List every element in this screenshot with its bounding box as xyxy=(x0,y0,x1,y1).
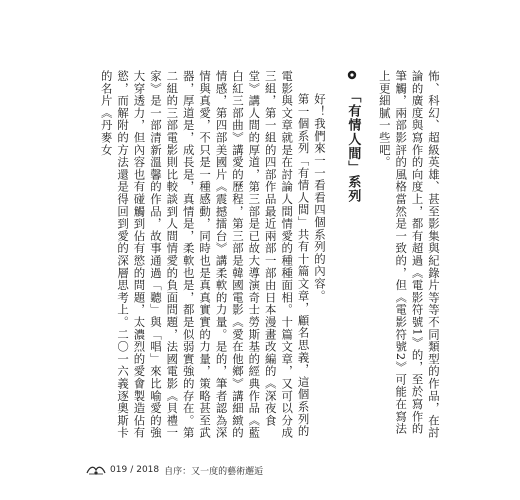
footer-separator: / xyxy=(130,465,134,475)
circle-bullet-icon xyxy=(347,70,357,80)
paragraph-2: 第一個系列「有情人間」共有十篇文章，顧名思義，這個系列的電影與文章就是在討論人間情愛的種種面相。十篇文章，又可以分成三組，第一組的四部作品最近兩部一部由日本漫畫改編的《深夜食堂》講人間的厚道，第三部是已故大導演奇士勞斯基的經典作品《藍白紅三部曲》講愛的歷程，第三部是韓國電影《愛在他鄉》講細緻的情感，第四部美國片《震撼擂台》講柔軟的力量。是的，筆者認為深情與真愛，不只是一種感動，同時也是真真實實的力量，策略甚至武器，厚道是，成長是，真情是，柔軟也是，都是似弱實強的存在。第二組的三部電影則比較談到人間情愛的負面問題，法國電影《貝禮一家》是一部清新溫馨的作品，故事通過「聽」與「唱」來比喻愛的強大穿透力，但內容也有碰觸到佔有慾的問題，太濃烈的愛會製造佔有慾，而解附的方法還是得回到愛的深層思考上。二〇一六義逐奧斯卡的名片《丹麥女 xyxy=(99,70,311,439)
section-heading-text: 「有情人間」系列 xyxy=(345,89,361,204)
intro-paragraph: 怖、科幻、超級英雄、甚至影集與紀錄片等等不同類型的作品，在討論的廣度與寫作的向度上，都有超過《電影符號1》的，至於寫作的筆觸，兩部影評的風格當然是一致的，但《電影符號2》可能在寫法上更細膩一些吧。 xyxy=(377,70,441,439)
vertical-text-body xyxy=(82,70,442,442)
page-number: 019 xyxy=(110,465,128,475)
section-heading xyxy=(344,70,360,442)
page-footer xyxy=(86,462,263,478)
decorative-ornament-icon xyxy=(86,464,106,476)
chapter-title: 自序：又一度的藝術邂逅 xyxy=(164,466,264,477)
book-code: 2018 xyxy=(136,465,160,475)
paragraph-1: 好！我們來一一看看四個系列的內容。 xyxy=(312,92,327,302)
